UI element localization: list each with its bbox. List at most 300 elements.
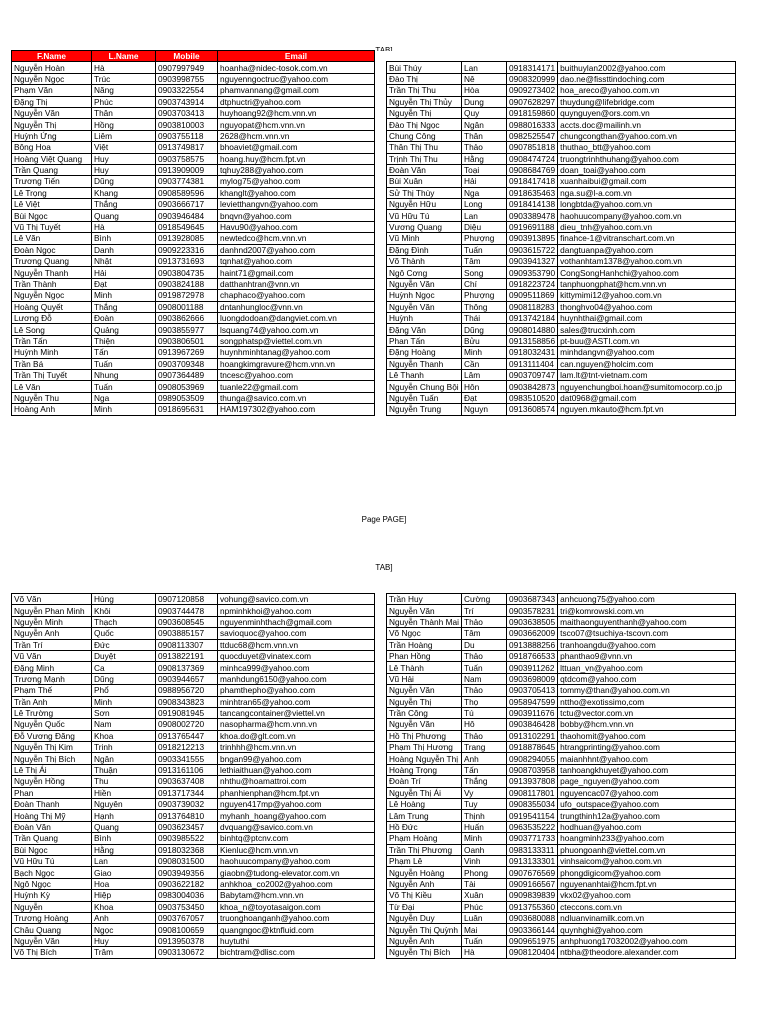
first-name-cell: Đào Thị Ngọc [387,119,462,130]
column-gap [375,616,387,627]
first-name-cell: Nguyễn Thị [387,696,462,707]
table-row [12,878,736,889]
mobile-cell: 0983004036 [156,890,218,901]
first-name-cell: Hoàng Thị Mỹ [12,810,92,821]
last-name-cell: Xuân [462,890,507,901]
mobile-cell: 0918635463 [507,187,558,198]
first-name-cell: Lê Thanh [387,369,462,380]
mobile-cell: 0903744478 [156,605,218,616]
last-name-cell: Thân [462,130,507,141]
mobile-cell: 0903804735 [156,267,218,278]
email-cell: dangtuanpa@yahoo.com [558,244,736,255]
mobile-cell: 0908031500 [156,855,218,866]
email-cell: Havu90@yahoo.com [218,221,375,232]
last-name-cell: Long [462,199,507,210]
column-gap [375,119,387,130]
column-gap [375,290,387,301]
last-name-cell: Lan [462,62,507,73]
last-name-cell: Tuy [462,799,507,810]
table-row [12,210,736,221]
column-gap [375,867,387,878]
last-name-cell: Tâm [462,628,507,639]
mobile-cell: 0908118283 [507,301,558,312]
column-gap [375,278,387,289]
table-row [12,924,736,935]
mobile-cell: 0913765447 [156,730,218,741]
last-name-cell: Thắng [92,199,156,210]
column-gap [375,799,387,810]
first-name-cell: Nguyễn Ngọc [12,73,92,84]
last-name-cell: Trang [462,742,507,753]
first-name-cell: Đặng Đình [387,244,462,255]
last-name-cell: Sơn [92,707,156,718]
mobile-cell: 0903322554 [156,85,218,96]
email-cell: binhtq@ptcnv.com [218,833,375,844]
last-name-cell: Anh [92,912,156,923]
mobile-cell: 0909273402 [507,85,558,96]
mobile-cell: 0907676569 [507,867,558,878]
mobile-cell: 0903698009 [507,673,558,684]
last-name-cell: Vinh [462,855,507,866]
last-name-cell: Cường [462,594,507,605]
mobile-cell: 0913950378 [156,935,218,946]
mobile-cell: 0903855977 [156,324,218,335]
column-gap [375,787,387,798]
mobile-cell: 0903846428 [507,719,558,730]
last-name-cell: Tấn [92,347,156,358]
last-name-cell: Tuấn [462,662,507,673]
first-name-cell: Bông Hoa [12,142,92,153]
first-name-cell: Phan [12,787,92,798]
mobile-cell: 0903998755 [156,73,218,84]
last-name-cell: Nguyn [462,404,507,415]
last-name-cell: Ngọc [92,924,156,935]
mobile-cell: 0903985522 [156,833,218,844]
last-name-cell: Năng [92,85,156,96]
email-cell: phamvannang@gmail.com [218,85,375,96]
first-name-cell: Trần Huy [387,594,462,605]
last-name-cell: Giao [92,867,156,878]
first-name-cell: Bùi Ngọc [12,844,92,855]
mobile-cell: 0903755118 [156,130,218,141]
first-name-cell: Nguyễn Thành Mai [387,616,462,627]
email-cell: xuanhaibui@gmail.com [558,176,736,187]
table-row [12,130,736,141]
last-name-cell: Hô [462,719,507,730]
last-name-cell: Quốc [92,628,156,639]
table-row [12,85,736,96]
column-gap [375,707,387,718]
email-cell: haint71@gmail.com [218,267,375,278]
first-name-cell: Nguyễn Thanh [387,358,462,369]
email-cell: page_nguyen@yahoo.com [558,776,736,787]
mobile-cell: 0903743914 [156,96,218,107]
email-cell: ttduc68@hcm.vnn.vn [218,639,375,650]
mobile-cell: 0908474724 [507,153,558,164]
first-name-cell: Vũ Hữu Tú [387,210,462,221]
mobile-cell: 0903389478 [507,210,558,221]
first-name-cell: Nguyễn Thị [387,107,462,118]
email-cell: hoa_areco@yahoo.com.vn [558,85,736,96]
table-row [12,369,736,380]
last-name-cell: Dũng [92,176,156,187]
email-cell: khoa_n@toyotasaigon.com [218,901,375,912]
mobile-cell: 0918549645 [156,221,218,232]
last-name-cell: Tuấn [462,935,507,946]
contacts-table-page1 [11,50,736,416]
mobile-cell: 0903842873 [507,381,558,392]
column-gap [375,312,387,323]
email-cell: trinhhh@hcm.vnn.vn [218,742,375,753]
table-row [12,912,736,923]
email-cell: CongSongHanhchi@yahoo.com [558,267,736,278]
last-name-cell: Trâm [92,947,156,958]
last-name-cell: Tấn [462,764,507,775]
first-name-cell: Từ Đại [387,901,462,912]
table-row [12,290,736,301]
email-cell: giaobn@tudong-elevator.com.vn [218,867,375,878]
last-name-cell: Minh [92,696,156,707]
column-gap [375,381,387,392]
table-row [12,107,736,118]
last-name-cell: Huy [92,164,156,175]
email-cell: buithuylan2002@yahoo.com [558,62,736,73]
email-cell: vothanhtam1378@yahoo.com.vn [558,256,736,267]
mobile-cell: 0903366144 [507,924,558,935]
mobile-cell: 0913822191 [156,650,218,661]
first-name-cell: Hoàng Anh [12,404,92,415]
email-cell: bichtram@dlisc.com [218,947,375,958]
first-name-cell: Phạm Thế [12,685,92,696]
email-cell: anhphuong17032002@yahoo.com [558,935,736,946]
table-row [12,119,736,130]
email-cell: lsquang74@yahoo.com.vn [218,324,375,335]
mobile-cell: 0903911262 [507,662,558,673]
column-gap [375,685,387,696]
last-name-cell: Danh [92,244,156,255]
last-name-cell: Anh [462,753,507,764]
email-cell: datthanhtran@vnn.vn [218,278,375,289]
last-name-cell: Hùng [92,594,156,605]
first-name-cell: Đặng Văn [387,324,462,335]
mobile-cell: 0982525547 [507,130,558,141]
table-row [12,244,736,255]
first-name-cell: Nguyễn Trung [387,404,462,415]
header-email: Email [218,51,375,62]
first-name-cell: Nguyễn Văn [387,301,462,312]
table-row [12,335,736,346]
table-row [12,358,736,369]
column-gap [375,639,387,650]
mobile-cell: 0918032368 [156,844,218,855]
last-name-cell: Thịnh [462,810,507,821]
first-name-cell: Trần Hoàng [387,639,462,650]
column-gap [375,594,387,605]
email-cell: thuthao_btt@yahoo.com [558,142,736,153]
table-row [12,662,736,673]
last-name-cell: Minh [462,347,507,358]
last-name-cell: Quảng [92,324,156,335]
email-cell: qtdcom@yahoo.com [558,673,736,684]
table-row [12,810,736,821]
last-name-cell: Hòa [462,85,507,96]
last-name-cell: Đạt [462,392,507,403]
first-name-cell: Nguyễn Anh [12,628,92,639]
table-row [12,301,736,312]
mobile-cell: 0908343823 [156,696,218,707]
email-cell: haohuucompany@yahoo.com [218,855,375,866]
last-name-cell: Phúc [92,96,156,107]
last-name-cell: Thân [92,107,156,118]
mobile-cell: 0903622182 [156,878,218,889]
email-cell: anhkhoa_co2002@yahoo.com [218,878,375,889]
first-name-cell: Nguyễn Chung Bội [387,381,462,392]
first-name-cell: Trương Hoàng [12,912,92,923]
first-name-cell: Lê Song [12,324,92,335]
column-gap [375,650,387,661]
first-name-cell: Trần Thị Thu [387,85,462,96]
last-name-cell: Tâm [462,256,507,267]
first-name-cell: Huỳnh Kỳ [12,890,92,901]
email-cell: longbtda@yahoo.com.vn [558,199,736,210]
mobile-cell: 0913717344 [156,787,218,798]
email-cell: ufo_outspace@yahoo.com [558,799,736,810]
first-name-cell: Đào Thị [387,73,462,84]
last-name-cell: Thạch [92,616,156,627]
mobile-cell: 0903705413 [507,685,558,696]
last-name-cell: Diệu [462,221,507,232]
first-name-cell: Lê Trường [12,707,92,718]
mobile-cell: 0903341555 [156,753,218,764]
first-name-cell: Lâm Trung [387,810,462,821]
column-gap [375,696,387,707]
first-name-cell: Đoàn Thanh [12,799,92,810]
last-name-cell: Quang [92,821,156,832]
first-name-cell: Lê Việt [12,199,92,210]
table-row [12,890,736,901]
table-row [12,176,736,187]
last-name-cell: Hiền [92,787,156,798]
first-name-cell: Bùi Thúy [387,62,462,73]
first-name-cell: Phạm Văn [12,85,92,96]
first-name-cell: Vũ Hữu Tú [12,855,92,866]
last-name-cell: Minh [92,404,156,415]
last-name-cell: Trí [462,605,507,616]
last-name-cell: Phong [462,867,507,878]
last-name-cell: Phượng [462,233,507,244]
table-row [12,142,736,153]
email-cell: lam.lt@tnt-vietnam.com [558,369,736,380]
email-cell: thunga@savico.com.vn [218,392,375,403]
table-row [12,639,736,650]
last-name-cell: Quang [92,210,156,221]
mobile-cell: 0907628297 [507,96,558,107]
last-name-cell: Tuấn [92,358,156,369]
first-name-cell: Hoàng Trọng [387,764,462,775]
table-row [12,616,736,627]
first-name-cell: Đoàn Văn [12,821,92,832]
column-gap [375,187,387,198]
last-name-cell: Tuấn [462,244,507,255]
table-row [12,392,736,403]
mobile-cell: 0903680088 [507,912,558,923]
last-name-cell: Bình [92,233,156,244]
header-last-name: L.Name [92,51,156,62]
first-name-cell: Hồ Thị Phương [387,730,462,741]
first-name-cell: Trần Tấn [12,335,92,346]
mobile-cell: 0903949356 [156,867,218,878]
email-cell: tanhoangkhuyet@yahoo.com [558,764,736,775]
table-row [12,901,736,912]
last-name-cell: Oanh [462,844,507,855]
first-name-cell: Trương Tiến [12,176,92,187]
email-cell: phongdigicom@yahoo.com [558,867,736,878]
first-name-cell: Phạm Hoàng [387,833,462,844]
email-cell: maithaonguyenthanh@yahoo.com [558,616,736,627]
column-gap [375,324,387,335]
table-row [12,278,736,289]
table-row [12,844,736,855]
last-name-cell: Nam [92,719,156,730]
table-row [12,267,736,278]
mobile-cell: 0913133301 [507,855,558,866]
email-cell: tncesc@yahoo.com [218,369,375,380]
email-cell: maianhhnt@yahoo.com [558,753,736,764]
mobile-cell: 0909651975 [507,935,558,946]
mobile-cell: 0903662009 [507,628,558,639]
first-name-cell: Phan Hồng [387,650,462,661]
last-name-cell: Trúc [92,73,156,84]
column-gap [375,605,387,616]
email-cell: cteccons.com.vn [558,901,736,912]
column-gap [375,142,387,153]
mobile-cell: 0903638505 [507,616,558,627]
first-name-cell: Phạm Thị Hương [387,742,462,753]
column-gap [375,628,387,639]
first-name-cell: Nguyễn Thu [12,392,92,403]
column-gap [375,244,387,255]
first-name-cell: Ngô Cơng [387,267,462,278]
last-name-cell: Dũng [462,324,507,335]
email-cell: doan_toai@yahoo.com [558,164,736,175]
last-name-cell: Minh [92,290,156,301]
first-name-cell: Vương Quang [387,221,462,232]
mobile-cell: 0913102291 [507,730,558,741]
column-gap [375,358,387,369]
first-name-cell: Đỗ Vương Đăng [12,730,92,741]
mobile-cell: 0903615722 [507,244,558,255]
last-name-cell: Hà [462,947,507,958]
email-cell: can.nguyen@holcim.com [558,358,736,369]
mobile-cell: 0903771733 [507,833,558,844]
first-name-cell: Trần Thị Tuyết [12,369,92,380]
email-cell: truonghoanganh@yahoo.com [218,912,375,923]
first-name-cell: Nguyễn [12,901,92,912]
mobile-cell: 0913608574 [507,404,558,415]
email-cell: Babytam@hcm.vnn.vn [218,890,375,901]
last-name-cell: Nhật [92,256,156,267]
last-name-cell: Việt [92,142,156,153]
table-row [12,764,736,775]
column-gap [375,267,387,278]
last-name-cell: Khoa [92,730,156,741]
email-cell: bhoaviet@gmail.com [218,142,375,153]
first-name-cell: Vũ Hải [387,673,462,684]
first-name-cell: Đặng Hoàng [387,347,462,358]
column-gap [375,85,387,96]
last-name-cell: Dung [462,96,507,107]
mobile-cell: 0918878645 [507,742,558,753]
mobile-cell: 0907120858 [156,594,218,605]
column-gap [375,730,387,741]
first-name-cell: Nguyễn Ngọc [12,290,92,301]
first-name-cell: Trịnh Thị Thu [387,153,462,164]
table-row [12,696,736,707]
first-name-cell: Nguyễn Thị Ái [387,787,462,798]
email-cell: bobby@hcm.vnn.vn [558,719,736,730]
mobile-cell: 0913755360 [507,901,558,912]
last-name-cell: Bửu [462,335,507,346]
email-cell: haohuucompany@yahoo.com.vn [558,210,736,221]
last-name-cell: Nê [462,73,507,84]
mobile-cell: 0918314171 [507,62,558,73]
mobile-cell: 0908053969 [156,381,218,392]
email-cell: pt-buu@ASTI.com.vn [558,335,736,346]
first-name-cell: Nguyễn Minh [12,616,92,627]
email-cell: khoa.do@glt.com.vn [218,730,375,741]
last-name-cell: Thảo [462,142,507,153]
last-name-cell: Đạt [92,278,156,289]
email-cell: kittymimi12@yahoo.com.vn [558,290,736,301]
last-name-cell: Nga [462,187,507,198]
last-name-cell: Huy [92,935,156,946]
last-name-cell: Dũng [92,673,156,684]
mobile-cell: 0903666717 [156,199,218,210]
mobile-cell: 0919541154 [507,810,558,821]
mobile-cell: 0913928085 [156,233,218,244]
email-cell: tqnhat@yahoo.com [218,256,375,267]
last-name-cell: Duyệt [92,650,156,661]
table-row [12,855,736,866]
mobile-cell: 0903767057 [156,912,218,923]
last-name-cell: Thảo [462,650,507,661]
last-name-cell: Song [462,267,507,278]
column-gap [375,855,387,866]
last-name-cell: Hải [92,267,156,278]
email-cell: HAM197302@yahoo.com [218,404,375,415]
last-name-cell: Khang [92,187,156,198]
mobile-cell: 0983133311 [507,844,558,855]
column-gap [375,335,387,346]
email-cell: vinhsaicom@yahoo.com.vn [558,855,736,866]
email-cell: manhdung6150@yahoo.com [218,673,375,684]
first-name-cell: Lê Hoàng [387,799,462,810]
column-gap [375,404,387,415]
header-first-name: F.Name [12,51,92,62]
first-name-cell: Nguyễn Tuấn [387,392,462,403]
last-name-cell: Trinh [92,742,156,753]
column-gap [375,833,387,844]
mobile-cell: 0909223316 [156,244,218,255]
last-name-cell: Luân [462,912,507,923]
last-name-cell: Hồng [92,119,156,130]
first-name-cell: Phan Tấn [387,335,462,346]
first-name-cell: Nguyễn Phan Minh [12,605,92,616]
column-gap [375,130,387,141]
first-name-cell: Trương Quang [12,256,92,267]
email-cell: nguyen.mkauto@hcm.fpt.vn [558,404,736,415]
column-gap [375,392,387,403]
